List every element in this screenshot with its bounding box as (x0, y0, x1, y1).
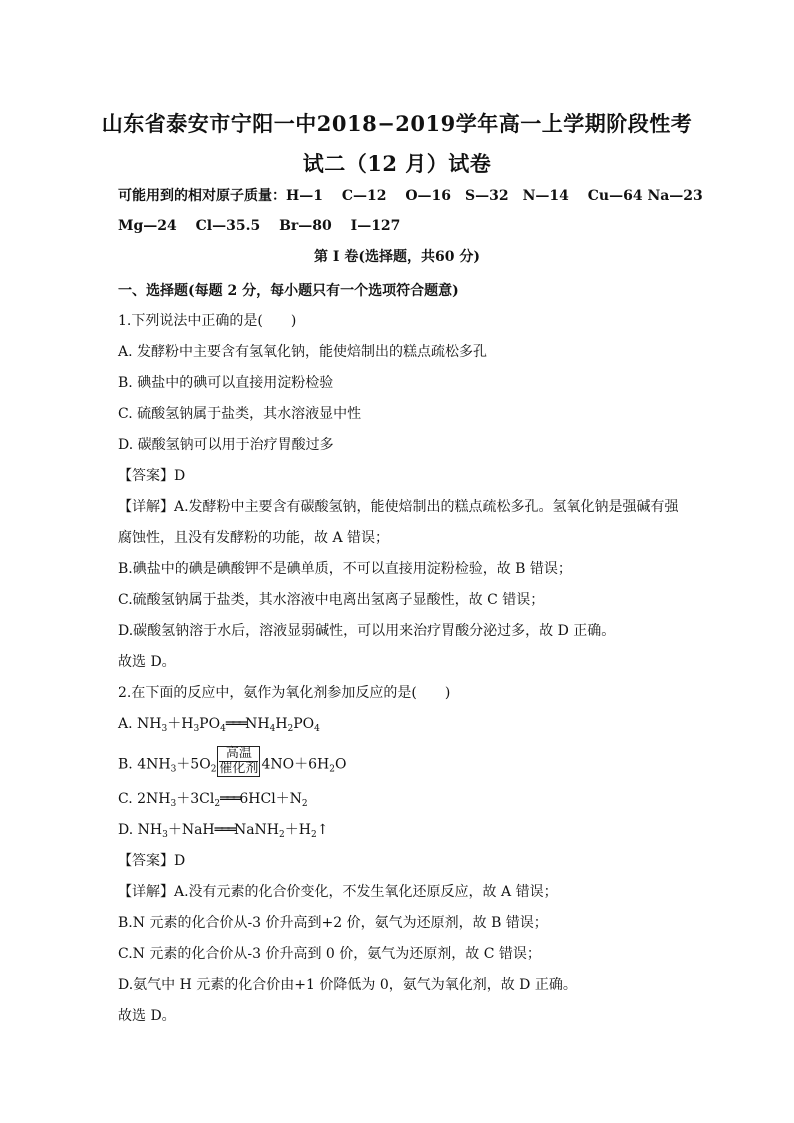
q2-explain-3: C.N 元素的化合价从-3 价升高到 0 价，氨气为还原剂，故 C 错误； (118, 946, 541, 962)
q1-explain-2: 腐蚀性，且没有发酵粉的功能，故 A 错误； (118, 530, 390, 546)
page-title-line1: 山东省泰安市宁阳一中2018−2019学年高一上学期阶段性考 (101, 111, 693, 136)
q2-answer: 【答案】D (118, 853, 186, 869)
q1-explain-4: C.硫酸氢钠属于盐类，其水溶液中电离出氢离子显酸性，故 C 错误； (118, 592, 545, 608)
reaction-condition-box (217, 746, 260, 783)
q1-explain-1: 【详解】A.发酵粉中主要含有碳酸氢钠，能使焙制出的糕点疏松多孔。氢氧化钠是强碱有强 (118, 499, 679, 515)
atomic-masses-line1: 可能用到的相对原子质量：H—1 C—12 O—16 S—32 N—14 Cu—64 Na—23 (118, 188, 703, 204)
part-heading: 一、选择题(每题 2 分，每小题只有一个选项符合题意) (118, 283, 459, 299)
atomic-masses-line2: Mg—24 Cl—35.5 Br—80 I—127 (118, 218, 401, 234)
q1-option-a: A. 发酵粉中主要含有氢氧化钠，能使焙制出的糕点疏松多孔 (118, 344, 488, 360)
q2-option-c: C. $2NH_3+3Cl_2═══6HCl+N_2$ (118, 791, 308, 809)
q2-stem: 2.在下面的反应中，氨作为氧化剂参加反应的是( ) (118, 685, 451, 701)
q1-answer: 【答案】D (118, 468, 186, 484)
q1-explain-5: D.碳酸氢钠溶于水后，溶液显弱碱性，可以用来治疗胃酸分泌过多，故 D 正确。 (118, 623, 616, 639)
q2-option-d: D. $NH_3+NaH═══NaNH_2+H_2↑$ (118, 822, 329, 840)
section-title: 第 I 卷(选择题，共60 分) (314, 249, 480, 265)
q1-explain-6: 故选 D。 (118, 654, 176, 670)
q1-option-b: B. 碘盐中的碘可以直接用淀粉检验 (118, 375, 334, 391)
q1-option-c: C. 硫酸氢钠属于盐类，其水溶液显中性 (118, 406, 362, 422)
q2-explain-5: 故选 D。 (118, 1008, 176, 1024)
page-title-line2: 试二（12 月）试卷 (302, 151, 492, 176)
q1-explain-3: B.碘盐中的碘是碘酸钾不是碘单质，不可以直接用淀粉检验，故 B 错误； (118, 561, 572, 577)
q1-option-d: D. 碳酸氢钠可以用于治疗胃酸过多 (118, 437, 334, 453)
q1-stem: 1.下列说法中正确的是( ) (118, 313, 297, 329)
q2-explain-2: B.N 元素的化合价从-3 价升高到+2 价，氨气为还原剂，故 B 错误； (118, 915, 548, 931)
q2-explain-4: D.氨气中 H 元素的化合价由+1 价降低为 0，氨气为氧化剂，故 D 正确。 (118, 977, 577, 993)
condition-catalyst: 催化剂 (219, 761, 259, 776)
q2-option-a: A. $NH_3+H_3PO_4═══NH_4H_2PO_4$ (118, 716, 320, 734)
condition-high-temperature: 高温 (219, 747, 258, 762)
q2-explain-1: 【详解】A.没有元素的化合价变化，不发生氧化还原反应，故 A 错误； (118, 884, 558, 900)
q2-option-b: B. $4NH_3+5O_2$ 高温 催化剂 $4NO+6H_2O$ (118, 746, 698, 783)
